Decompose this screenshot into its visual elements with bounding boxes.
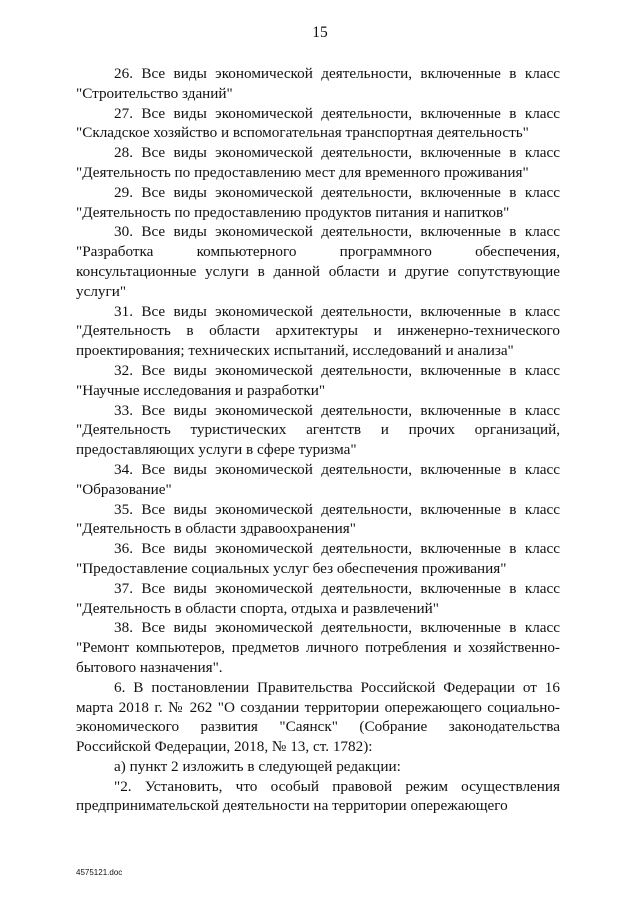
list-item-36: 36. Все виды экономической деятельности, включенные в класс "Предоставление социальных услуг без обеспечения проживания"	[76, 540, 560, 577]
page-number: 15	[312, 24, 328, 41]
clause-2-text: "2. Установить, что особый правовой режим осуществления предпринимательской деятельности на территории опережающего	[76, 777, 560, 815]
list-item-28: 28. Все виды экономической деятельности, включенные в класс "Деятельность по предоставлению мест для временного проживания"	[76, 144, 560, 181]
list-item-37: 37. Все виды экономической деятельности, включенные в класс "Деятельность в области спорта, отдыха и развлечений"	[76, 579, 560, 617]
list-item-34: 34. Все виды экономической деятельности, включенные в класс "Образование"	[76, 460, 560, 498]
list-item-32: 32. Все виды экономической деятельности, включенные в класс "Научные исследования и разработки"	[76, 361, 560, 399]
list-item-27: 27. Все виды экономической деятельности, включенные в класс "Складское хозяйство и вспомогательная транспортная деятельность"	[76, 104, 560, 142]
document-body	[76, 64, 560, 816]
list-item-31: 31. Все виды экономической деятельности, включенные в класс "Деятельность в области архитектуры и инженерно-технического проектирования; технических испытаний, исследований и анализа"	[76, 302, 560, 360]
list-item-38: 38. Все виды экономической деятельности, включенные в класс "Ремонт компьютеров, предметов личного потребления и хозяйственно-бытового назначения".	[76, 619, 560, 676]
list-item-35: 35. Все виды экономической деятельности, включенные в класс "Деятельность в области здравоохранения"	[76, 500, 560, 538]
list-item-30: 30. Все виды экономической деятельности, включенные в класс "Разработка компьютерного программного обеспечения, консультационные услуги в данной области и другие сопутствующие услуги"	[76, 223, 560, 300]
list-item-26: 26. Все виды экономической деятельности, включенные в класс "Строительство зданий"	[76, 65, 560, 102]
list-item-33: 33. Все виды экономической деятельности, включенные в класс "Деятельность туристических агентств и прочих организаций, предоставляющих услуги в сфере туризма"	[76, 401, 560, 459]
subclause-a: а) пункт 2 изложить в следующей редакции:	[114, 757, 401, 775]
document-footer: 4575121.doc	[76, 868, 123, 877]
list-item-29: 29. Все виды экономической деятельности, включенные в класс "Деятельность по предоставлению продуктов питания и напитков"	[76, 183, 560, 221]
section-6-paragraph: 6. В постановлении Правительства Российской Федерации от 16 марта 2018 г. № 262 "О создании территории опережающего социально-экономического развития "Саянск" (Собрание законодательства Российской Федерации, 2018, № 13, ст. 1782):	[76, 678, 560, 756]
